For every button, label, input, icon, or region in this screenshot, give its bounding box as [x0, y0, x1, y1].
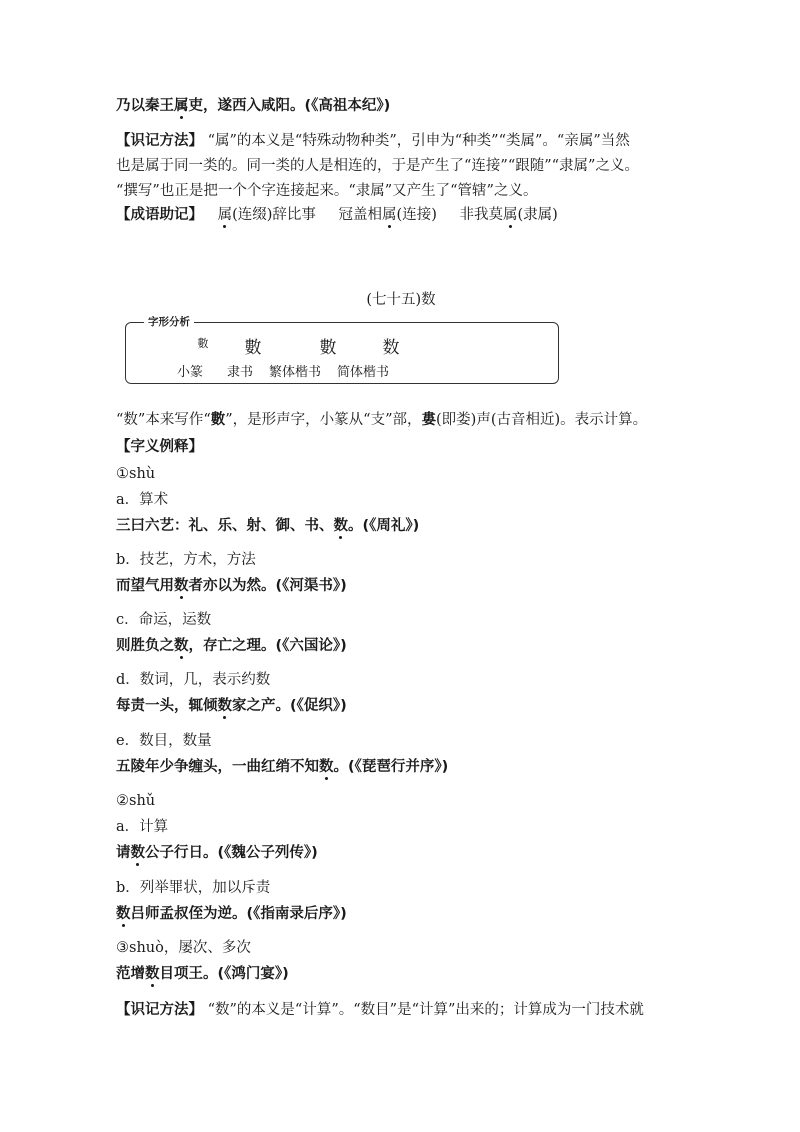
sense-2a: a．计算 — [116, 819, 169, 835]
sense-1c: c．命运，运数 — [116, 612, 212, 628]
caption-seal: 小篆 — [177, 365, 204, 380]
example-sentence: 乃以秦王属吏，遂西入咸阳。(《高祖本纪》) — [116, 98, 391, 114]
sense-1a: a．算术 — [116, 492, 169, 508]
sense-1b: b．技艺，方术，方法 — [116, 552, 256, 568]
caption-clerical: 隶书 — [227, 365, 254, 380]
sense-1e-example: 五陵年少争缠头，一曲红绡不知数。(《琵琶行并序》) — [116, 759, 449, 775]
glyph-box-label: 字形分析 — [144, 314, 194, 329]
sense-2b: b．列举罪状，加以斥责 — [116, 880, 271, 896]
caption-simplified: 简体楷书 — [337, 365, 390, 380]
emphasis-char: 属 — [174, 98, 189, 114]
memo-label-bottom: 【识记方法】 — [116, 1002, 203, 1018]
idiom-3: 非我莫属(隶属) — [459, 207, 558, 223]
sense-1d-example: 每责一头，辄倾数家之产。(《促织》) — [116, 698, 347, 714]
idiom-label: 【成语助记】 — [116, 207, 203, 223]
sense-1c-example: 则胜负之数，存亡之理。(《六国论》) — [116, 638, 347, 654]
sense-2b-example: 数吕师孟叔侄为逆。(《指南录后序》) — [116, 906, 347, 922]
memo-paragraph-line-2: 也是属于同一类的。同一类的人是相连的，于是产生了“连接”“跟随”“隶属”之义。 — [116, 158, 639, 174]
memo-paragraph-line-1: 【识记方法】 “属”的本义是“特殊动物种类”，引申为“种类”“类属”。“亲属”当然 — [116, 133, 630, 149]
sense-1b-example: 而望气用数者亦以为然。(《河渠书》) — [116, 578, 347, 594]
intro-paragraph: “数”本来写作“數”，是形声字，小篆从“支”部，婁(即娄)声(古音相近)。表示计算。 — [116, 412, 648, 428]
memo-label: 【识记方法】 — [116, 133, 203, 149]
idiom-2: 冠盖相属(连接) — [338, 207, 437, 223]
idiom-1: 属(连缀)辞比事 — [217, 207, 316, 223]
memo-paragraph-line-3: “撰写”也正是把一个个字连接起来。“隶属”又产生了“管辖”之义。 — [116, 183, 538, 199]
glyph-clerical-script: 數 — [244, 338, 262, 358]
meaning-label: 【字义例释】 — [116, 439, 203, 455]
sense-3-example: 范增数目项王。(《鸿门宴》) — [116, 966, 289, 982]
idiom-line — [116, 205, 558, 225]
glyph-simplified-regular: 数 — [382, 338, 400, 358]
sense-1e: e．数目，数量 — [116, 733, 212, 749]
sense-1-heading: ①shù — [116, 466, 156, 482]
sense-1a-example: 三曰六艺：礼、乐、射、御、书、数。(《周礼》) — [116, 518, 420, 534]
section-title: (七十五)数 — [366, 292, 436, 308]
sense-3-heading: ③shuò，屡次、多次 — [116, 940, 251, 956]
sense-1d: d．数词，几，表示约数 — [116, 672, 271, 688]
glyph-row — [126, 333, 558, 357]
caption-traditional: 繁体楷书 — [269, 365, 322, 380]
sense-2-heading: ②shǔ — [116, 793, 156, 809]
sense-2a-example: 请数公子行日。(《魏公子列传》) — [116, 845, 318, 861]
memo-paragraph-bottom: 【识记方法】 “数”的本义是“计算”。“数目”是“计算”出来的；计算成为一门技术就 — [116, 1002, 644, 1018]
glyph-seal-script: 數 — [197, 337, 209, 350]
glyph-analysis-box — [125, 316, 559, 384]
glyph-traditional-regular: 數 — [319, 338, 337, 358]
